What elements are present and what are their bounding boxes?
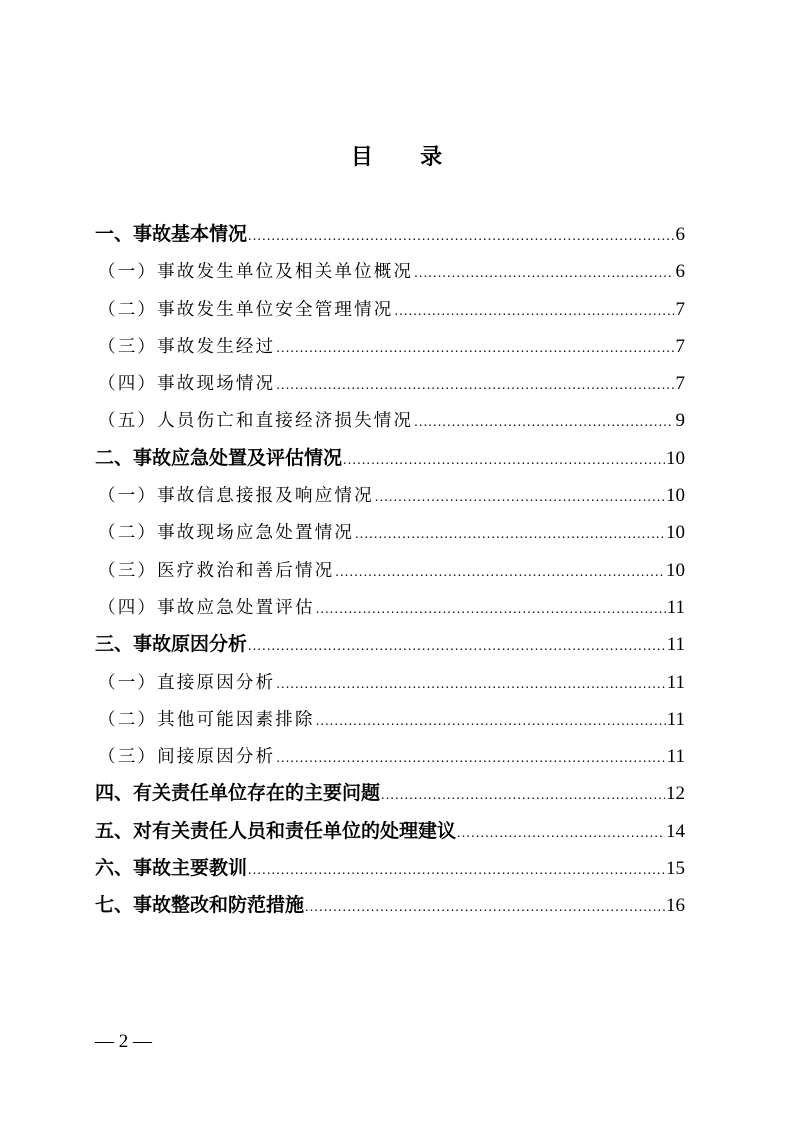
toc-leader-dots — [414, 255, 674, 292]
toc-entry[interactable] — [95, 887, 685, 924]
toc-leader-dots — [248, 218, 674, 255]
toc-entry[interactable] — [95, 328, 685, 365]
toc-entry-label: （二）其他可能因素排除 — [98, 709, 315, 730]
toc-entry-label: （四）事故应急处置评估 — [98, 597, 315, 618]
toc-leader-dots — [248, 628, 666, 665]
toc-entry-page: 11 — [666, 671, 685, 693]
toc-leader-dots — [276, 740, 665, 777]
toc-leader-dots — [375, 479, 665, 516]
toc-entry-page: 12 — [666, 783, 685, 805]
table-of-contents — [95, 216, 685, 925]
toc-entry-label: （三）间接原因分析 — [98, 747, 276, 768]
toc-entry-page: 10 — [666, 485, 685, 507]
toc-entry-page: 11 — [666, 708, 685, 730]
toc-entry-page: 6 — [675, 261, 685, 283]
toc-entry[interactable] — [95, 514, 685, 551]
toc-entry[interactable] — [95, 813, 685, 850]
toc-leader-dots — [276, 367, 674, 404]
toc-entry[interactable] — [95, 440, 685, 477]
toc-entry[interactable] — [95, 775, 685, 812]
toc-entry[interactable] — [95, 701, 685, 738]
toc-entry-page: 10 — [666, 447, 685, 469]
toc-entry[interactable] — [95, 664, 685, 701]
toc-leader-dots — [381, 777, 665, 814]
toc-leader-dots — [395, 293, 675, 330]
toc-leader-dots — [316, 703, 666, 740]
toc-entry-page: 6 — [675, 224, 685, 245]
toc-entry-label: 七、事故整改和防范措施 — [95, 894, 305, 917]
toc-entry[interactable] — [95, 291, 685, 328]
toc-entry-label: 四、有关责任单位存在的主要问题 — [95, 782, 381, 805]
toc-entry-label: 五、对有关责任人员和责任单位的处理建议 — [95, 819, 457, 842]
toc-entry-label: （二）事故发生单位安全管理情况 — [98, 299, 394, 320]
toc-entry[interactable] — [95, 850, 685, 887]
toc-entry-page: 15 — [666, 858, 685, 880]
toc-leader-dots — [305, 889, 665, 926]
toc-entry-page: 10 — [666, 522, 685, 544]
toc-leader-dots — [276, 330, 674, 367]
toc-entry-label: （二）事故现场应急处置情况 — [98, 523, 355, 544]
page-number-footer: — 2 — — [95, 1031, 152, 1052]
toc-entry[interactable] — [95, 365, 685, 402]
toc-entry-label: 三、事故原因分析 — [95, 633, 248, 656]
toc-entry-page: 7 — [675, 335, 685, 357]
toc-entry[interactable] — [95, 216, 685, 253]
toc-entry-page: 16 — [666, 895, 685, 917]
toc-leader-dots — [457, 815, 665, 852]
toc-entry[interactable] — [95, 253, 685, 290]
toc-entry-label: （三）医疗救治和善后情况 — [98, 560, 335, 581]
toc-leader-dots — [414, 404, 674, 441]
toc-entry-label: （一）事故发生单位及相关单位概况 — [98, 262, 414, 283]
toc-entry-label: 六、事故主要教训 — [95, 857, 248, 880]
toc-entry-page: 9 — [675, 410, 685, 432]
toc-leader-dots — [316, 591, 666, 628]
toc-entry-label: （三）事故发生经过 — [98, 336, 276, 357]
toc-leader-dots — [355, 516, 665, 553]
toc-entry[interactable] — [95, 402, 685, 439]
toc-entry-page: 14 — [666, 820, 685, 842]
toc-leader-dots — [276, 666, 665, 703]
toc-leader-dots — [343, 442, 665, 479]
toc-entry-label: （五）人员伤亡和直接经济损失情况 — [98, 411, 414, 432]
toc-entry-label: （一）直接原因分析 — [98, 672, 276, 693]
toc-entry-label: （一）事故信息接报及响应情况 — [98, 486, 374, 507]
toc-entry-page: 7 — [675, 373, 685, 395]
toc-leader-dots — [335, 554, 665, 591]
toc-leader-dots — [248, 852, 665, 889]
toc-entry-page: 11 — [666, 746, 685, 768]
toc-entry[interactable] — [95, 552, 685, 589]
toc-entry[interactable] — [95, 626, 685, 663]
toc-entry-label: 一、事故基本情况 — [95, 223, 248, 245]
toc-entry-page: 11 — [666, 596, 685, 618]
toc-entry[interactable] — [95, 477, 685, 514]
page-title: 目 录 — [350, 145, 462, 170]
toc-entry-label: 二、事故应急处置及评估情况 — [95, 446, 343, 469]
toc-entry-page: 11 — [666, 634, 685, 656]
toc-entry-page: 10 — [666, 559, 685, 581]
toc-entry[interactable] — [95, 589, 685, 626]
toc-entry-label: （四）事故现场情况 — [98, 374, 276, 395]
toc-entry-page: 7 — [675, 298, 685, 320]
toc-entry[interactable] — [95, 738, 685, 775]
